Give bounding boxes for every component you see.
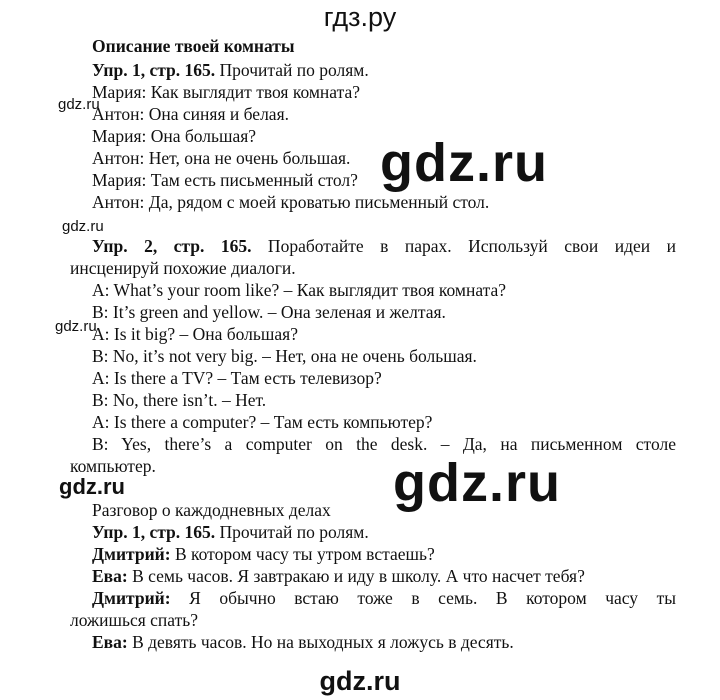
exercise-label: Упр. 1, стр. 165. [92, 522, 216, 542]
dialog-line: Мария: Там есть письменный стол? [92, 170, 358, 190]
speaker-text: ложишься спать? [70, 610, 198, 630]
dialog-line: B: No, it’s not very big. – Нет, она не очень большая. [92, 346, 477, 366]
dialog-line: A: What’s your room like? – Как выглядит твоя комната? [92, 280, 507, 300]
dialog-line: B: No, there isn’t. – Нет. [92, 390, 267, 410]
exercise-label: Упр. 1, стр. 165. [92, 60, 216, 80]
dialog-line: B: Yes, there’s a computer on the desk. – Да, на письменном столе [92, 434, 676, 454]
dialog-line: Антон: Она синяя и белая. [92, 104, 289, 124]
dialog-line-continued [70, 609, 198, 631]
exercise-instruction: Прочитай по ролям. [215, 522, 369, 542]
dialog-line [92, 543, 435, 565]
speaker-text: В котором часу ты утром встаешь? [170, 544, 435, 564]
dialog-line: B: It’s green and yellow. – Она зеленая и желтая. [92, 302, 446, 322]
dialog-line [92, 587, 676, 609]
dialog-line [92, 631, 514, 653]
exercise-heading [92, 59, 369, 81]
watermark-small-1: gdz.ru [58, 96, 100, 113]
watermark-large-2: gdz.ru [393, 453, 561, 513]
watermark-small-2: gdz.ru [62, 218, 104, 235]
exercise-instruction-continued: инсценируй похожие диалоги. [70, 258, 296, 278]
watermark-bottom: gdz.ru [319, 666, 401, 696]
watermark-large-1: gdz.ru [380, 133, 548, 193]
exercise-instruction: Прочитай по ролям. [215, 60, 369, 80]
dialog-line-continued: компьютер. [70, 456, 156, 476]
dialog-line: Антон: Нет, она не очень большая. [92, 148, 351, 168]
speaker-name: Дмитрий: [92, 588, 171, 608]
exercise-heading [92, 521, 369, 543]
dialog-line: Мария: Как выглядит твоя комната? [92, 82, 361, 102]
dialog-line: A: Is there a TV? – Там есть телевизор? [92, 368, 382, 388]
dialog-line: A: Is there a computer? – Там есть компьютер? [92, 412, 433, 432]
exercise-heading [92, 235, 676, 257]
section-title: Описание твоей комнаты [92, 36, 295, 56]
watermark-medium: gdz.ru [59, 474, 125, 499]
speaker-text: В девять часов. Но на выходных я ложусь в десять. [127, 632, 514, 652]
speaker-name: Ева: [92, 566, 128, 586]
dialog-line: Антон: Да, рядом с моей кроватью письменный стол. [92, 192, 490, 212]
speaker-text: Я обычно встаю тоже в семь. В котором часу ты [170, 588, 676, 608]
watermark-top: гдз.ру [323, 2, 397, 32]
dialog-line: A: Is it big? – Она большая? [92, 324, 298, 344]
watermark-small-3: gdz.ru [55, 318, 97, 335]
exercise-instruction: Поработайте в парах. Используй свои идеи и [251, 236, 676, 256]
speaker-text: В семь часов. Я завтракаю и иду в школу. А что насчет тебя? [127, 566, 585, 586]
exercise-label: Упр. 2, стр. 165. [92, 236, 252, 256]
speaker-name: Дмитрий: [92, 544, 171, 564]
section-title: Разговор о каждодневных делах [92, 500, 331, 520]
dialog-line [92, 565, 585, 587]
speaker-name: Ева: [92, 632, 128, 652]
dialog-line: Мария: Она большая? [92, 126, 257, 146]
